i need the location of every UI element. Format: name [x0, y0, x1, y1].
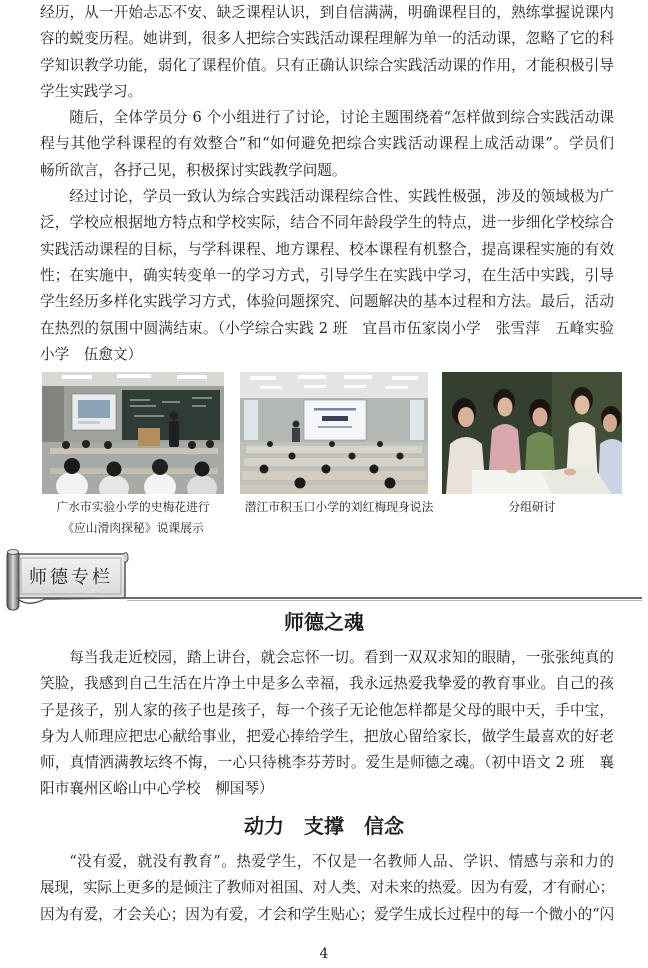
photo-lecture-demonstration: [42, 372, 224, 494]
photo-caption-line: 《应山滑肉探秘》说课展示: [62, 521, 204, 535]
article-body: [40, 645, 614, 803]
report-body: [40, 0, 614, 368]
paragraph-line: 泛，学校应根据地方特点和学校实际，结合不同年龄段学生的特点，进一步细化学校综合: [40, 214, 614, 232]
paragraph-line: 子是孩子，别人家的孩子也是孩子，每一个孩子无论他怎样都是父母的眼中天，手中宝，: [40, 701, 614, 719]
photo-testimony: [240, 372, 428, 494]
paragraph-line: 师，真情洒满教坛终不悔，一心只待桃李芬芳时。爱生是师德之魂。（初中语文 2 班 襄: [40, 754, 614, 772]
paragraph-line: 学知识教学功能，弱化了课程价值。只有正确认识综合实践活动课的作用，才能积极引导: [40, 56, 614, 74]
article-title: 动力 支撑 信念: [244, 814, 404, 838]
paragraph-line: 在热烈的氛围中圆满结束。（小学综合实践 2 班 宜昌市伍家岗小学 张雪萍 五峰实验: [40, 319, 614, 337]
paragraph-line: 学生经历多样化实践学习方式，体验问题探究、问题解决的基本过程和方法。最后，活动: [40, 293, 614, 311]
paragraph-line: 实践活动课程的目标，与学科课程、地方课程、校本课程有机整合，提高课程实施的有效: [40, 240, 614, 258]
paragraph-line: 学生实践学习。: [40, 82, 143, 100]
column-divider-shadow: [127, 600, 642, 601]
paragraph-line: “没有爱，就没有教育”。热爱学生，不仅是一名教师人品、学识、情感与亲和力的: [69, 853, 614, 870]
paragraph-line: 经历，从一开始忐忑不安、缺乏课程认识，到自信满满，明确课程目的，熟练掌握说课内: [40, 4, 614, 21]
paragraph-line: 程与其他学科课程的有效整合”和“如何避免把综合实践活动课程上成活动课”。学员们: [40, 135, 614, 153]
photo-caption-line: 广水市实验小学的史梅花进行: [56, 500, 210, 514]
paragraph-line: 笑脸，我感到自己生活在片净土中是多么幸福，我永远热爱我挚爱的教育事业。自己的孩: [40, 675, 614, 693]
column-divider: [127, 597, 642, 599]
page-number: 4: [319, 946, 329, 962]
paragraph-line: 性；在实施中，确实转变单一的学习方式，引导学生在实践中学习，在生活中实践，引导: [40, 266, 614, 284]
paragraph-line: 畅所欲言，各抒己见，积极探讨实践教学问题。: [40, 161, 347, 179]
paragraph-line: 因为有爱，才会关心；因为有爱，才会和学生贴心；爱学生成长过程中的每一个微小的“闪: [40, 905, 614, 923]
paragraph-line: 容的蜕变历程。她讲到，很多人把综合实践活动课程理解为单一的活动课，忽略了它的科: [40, 30, 614, 48]
article-body: [40, 849, 614, 928]
column-banner: [5, 548, 129, 614]
photo-caption: [42, 497, 224, 539]
paragraph-line: 每当我走近校园，踏上讲台，就会忘怀一切。看到一双双求知的眼睛，一张张纯真的: [69, 649, 614, 666]
paragraph: [40, 645, 614, 803]
paragraph: [40, 0, 614, 105]
paragraph: [40, 105, 614, 184]
paragraph-line: 展现，实际上更多的是倾注了教师对祖国、对人类、对未来的热爱。因为有爱，才有耐心；: [40, 879, 614, 897]
paragraph-line: 阳市襄州区峪山中心学校 柳国琴）: [40, 780, 274, 798]
paragraph-line: 随后，全体学员分 6 个小组进行了讨论，讨论主题围绕着“怎样做到综合实践活动课: [69, 109, 614, 127]
photo-group-discussion: [442, 372, 622, 494]
paragraph-line: 经过讨论，学员一致认为综合实践活动课程综合性、实践性极强，涉及的领域极为广: [69, 188, 614, 206]
column-label: 师德专栏: [29, 567, 113, 588]
article-title: 师德之魂: [284, 610, 364, 634]
photo-caption-line: 潜江市积玉口小学的刘红梅现身说法: [244, 500, 434, 514]
paragraph: [40, 184, 614, 368]
paragraph-line: 身为人师理应把忠心献给事业，把爱心捧给学生，把放心留给家长，做学生最喜欢的好老: [40, 727, 614, 745]
photo-caption-line: 分组研讨: [508, 500, 556, 514]
paragraph-line: 小学 伍愈文）: [40, 345, 143, 363]
photo-caption: [239, 497, 439, 518]
paragraph: [40, 849, 614, 928]
photo-caption: [442, 497, 622, 518]
